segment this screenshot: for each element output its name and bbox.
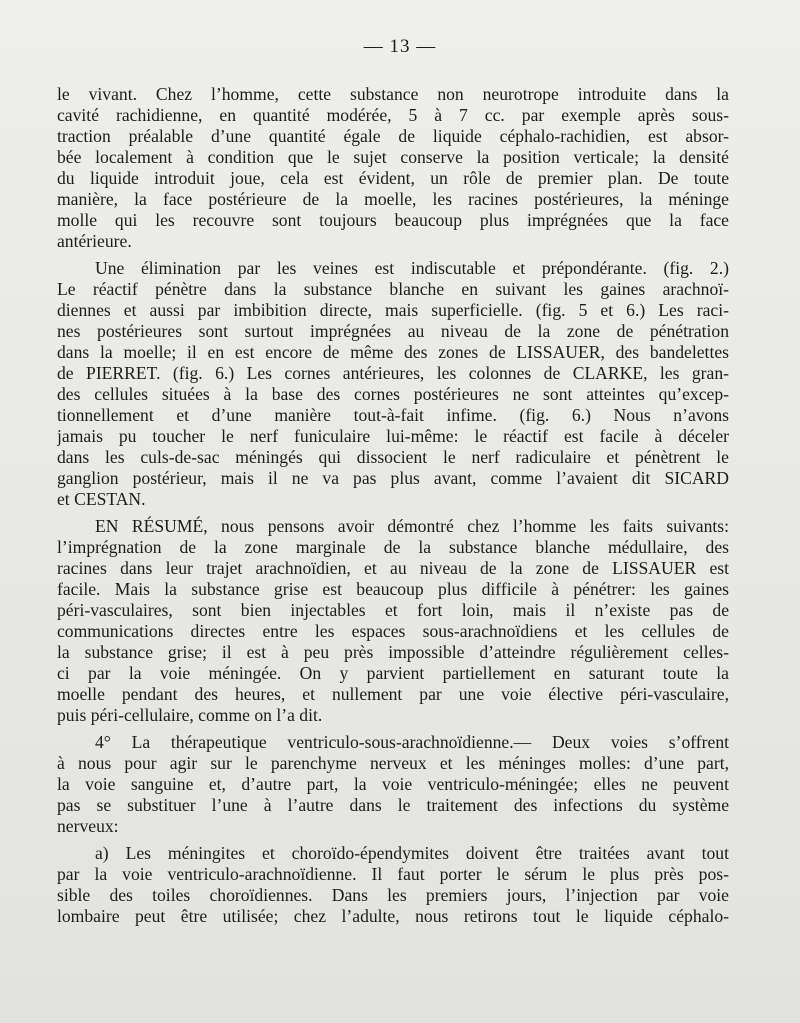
paragraph-5: [57, 843, 729, 927]
paragraph-1: [57, 84, 729, 252]
text-line: EN RÉSUMÉ, nous pensons avoir démontré chez l’homme les faits suivants:: [95, 516, 729, 536]
text-line: a) Les méningites et choroïdo-épendymites doivent être traitées avant tout: [95, 843, 729, 863]
text-line: puis péri-cellulaire, comme on l’a dit.: [57, 705, 323, 725]
text-line: nes postérieures sont surtout imprégnées au niveau de la zone de pénétration: [57, 321, 729, 341]
text-line: moelle pendant des heures, et nullement par une voie élective péri-vasculaire,: [57, 684, 729, 704]
page-number: — 13 —: [363, 36, 437, 57]
text-line: du liquide introduit joue, cela est évident, un rôle de premier plan. De toute: [57, 168, 729, 188]
text-line: communications directes entre les espaces sous-arachnoïdiens et les cellules de: [57, 621, 729, 641]
text-line: l’imprégnation de la zone marginale de la substance blanche médullaire, des: [57, 537, 729, 557]
paragraph-2: [57, 258, 729, 510]
text-line: nerveux:: [57, 816, 119, 836]
text-line: molle qui les recouvre sont toujours beaucoup plus imprégnées que la face: [57, 210, 729, 230]
paragraph-3: [57, 516, 729, 726]
text-line: péri-vasculaires, sont bien injectables et fort loin, mais il n’existe pas de: [57, 600, 729, 620]
text-line: sible des toiles choroïdiennes. Dans les premiers jours, l’injection par voie: [57, 885, 729, 905]
text-line: Une élimination par les veines est indiscutable et prépondérante. (fig. 2.): [95, 258, 729, 278]
text-line: facile. Mais la substance grise est beaucoup plus difficile à pénétrer: les gaines: [57, 579, 729, 599]
text-line: la substance grise; il est à peu près impossible d’atteindre régulièrement celles-: [57, 642, 729, 662]
text-line: des cellules situées à la base des cornes postérieures ne sont atteintes qu’excep-: [57, 384, 729, 404]
text-line: lombaire peut être utilisée; chez l’adulte, nous retirons tout le liquide céphalo-: [57, 906, 729, 926]
text-line: pas se substituer l’une à l’autre dans le traitement des infections du système: [57, 795, 729, 815]
text-line: jamais pu toucher le nerf funiculaire lui-même: le réactif est facile à déceler: [57, 426, 729, 446]
text-line: la voie sanguine et, d’autre part, la voie ventriculo-méningée; elles ne peuvent: [57, 774, 729, 794]
text-line: Le réactif pénètre dans la substance blanche en suivant les gaines arachnoï-: [57, 279, 729, 299]
text-line: racines dans leur trajet arachnoïdien, et au niveau de la zone de LISSAUER est: [57, 558, 729, 578]
text-line: bée localement à condition que le sujet conserve la position verticale; la densité: [57, 147, 729, 167]
text-line: tionnellement et d’une manière tout-à-fait infime. (fig. 6.) Nous n’avons: [57, 405, 729, 425]
text-line: à nous pour agir sur le parenchyme nerveux et les méninges molles: d’une part,: [57, 753, 729, 773]
body-text: [57, 84, 729, 933]
text-line: dans les culs-de-sac méningés qui dissocient le nerf radiculaire et pénètrent le: [57, 447, 729, 467]
paragraph-4: [57, 732, 729, 837]
text-line: par la voie ventriculo-arachnoïdienne. Il faut porter le sérum le plus près pos-: [57, 864, 729, 884]
text-line: traction préalable d’une quantité égale de liquide céphalo-rachidien, est absor-: [57, 126, 729, 146]
text-line: dans la moelle; il en est encore de même des zones de LISSAUER, des bandelettes: [57, 342, 729, 362]
text-line: de PIERRET. (fig. 6.) Les cornes antérieures, les colonnes de CLARKE, les gran-: [57, 363, 729, 383]
text-line: cavité rachidienne, en quantité modérée, 5 à 7 cc. par exemple après sous-: [57, 105, 729, 125]
text-line: ganglion postérieur, mais il ne va pas plus avant, comme l’avaient dit SICARD: [57, 468, 729, 488]
text-line: 4° La thérapeutique ventriculo-sous-arachnoïdienne.— Deux voies s’offrent: [95, 732, 729, 752]
text-line: le vivant. Chez l’homme, cette substance non neurotrope introduite dans la: [57, 84, 729, 104]
text-line: manière, la face postérieure de la moelle, les racines postérieures, la méninge: [57, 189, 729, 209]
text-line: diennes et aussi par imbibition directe, mais superficielle. (fig. 5 et 6.) Les raci-: [57, 300, 729, 320]
text-line: antérieure.: [57, 231, 132, 251]
text-line: ci par la voie méningée. On y parvient partiellement en saturant toute la: [57, 663, 729, 683]
text-line: et CESTAN.: [57, 489, 146, 509]
